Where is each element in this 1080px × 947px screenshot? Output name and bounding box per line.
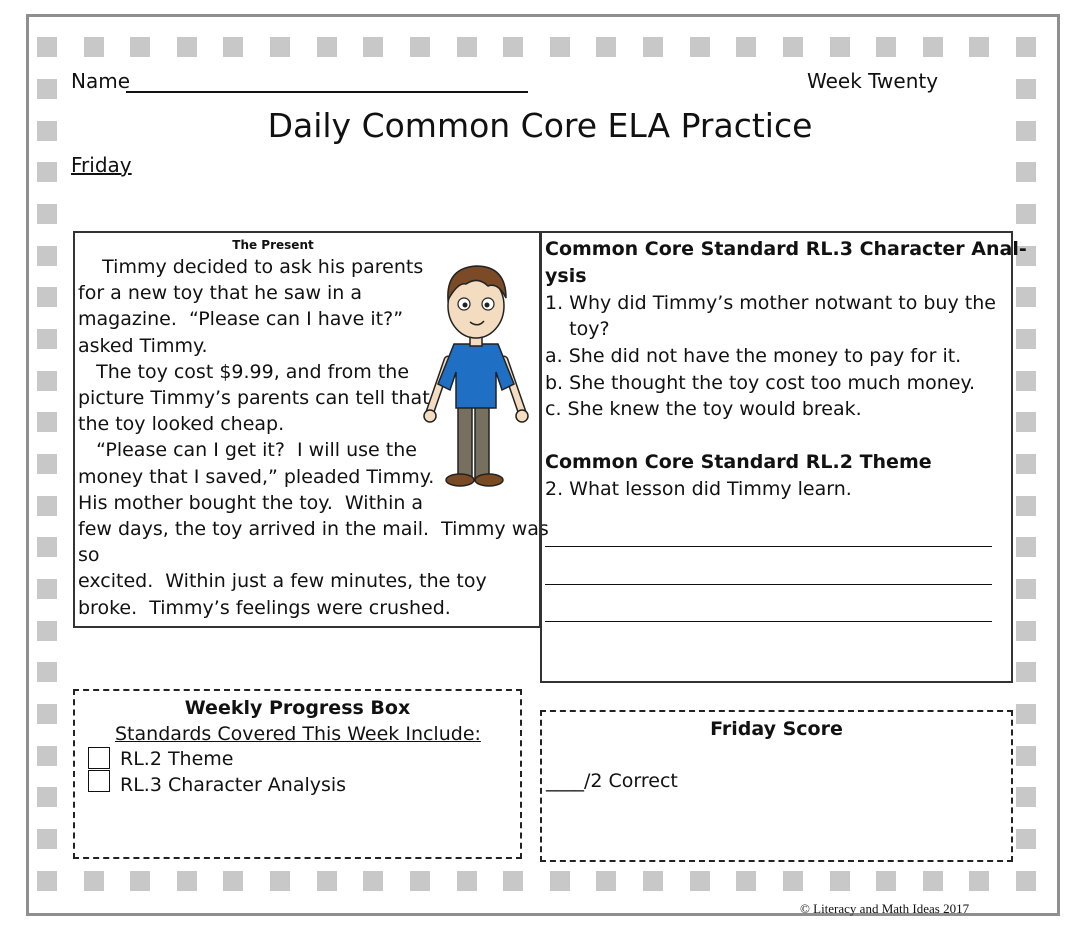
- copyright: © Literacy and Math Ideas 2017: [800, 901, 970, 916]
- progress-title: Weekly Progress Box: [184, 697, 411, 719]
- border-square: [37, 79, 57, 99]
- text-line: Common Core Standard RL.3 Character Anal-: [545, 238, 1027, 260]
- text-line: 1. Why did Timmy’s mother notwant to buy the: [545, 292, 996, 314]
- score-text: ____/2 Correct: [546, 770, 678, 792]
- text-line: toy?: [545, 318, 610, 340]
- text-line: asked Timmy.: [78, 334, 208, 357]
- border-square: [37, 454, 57, 474]
- border-square: [1016, 329, 1036, 349]
- border-square: [969, 871, 989, 891]
- name-label: Name: [71, 69, 131, 93]
- border-square: [37, 704, 57, 724]
- border-square: [317, 871, 337, 891]
- text-line: c. She knew the toy would break.: [545, 398, 862, 420]
- border-square: [690, 37, 710, 57]
- score-title: Friday Score: [710, 718, 843, 740]
- border-square: [84, 871, 104, 891]
- border-square: [1016, 37, 1036, 57]
- border-square: [783, 37, 803, 57]
- story-title: The Present: [232, 238, 314, 252]
- q2-question: 2. What lesson did Timmy learn.: [545, 478, 852, 500]
- text-line: the toy looked cheap.: [78, 413, 285, 436]
- border-square: [37, 579, 57, 599]
- progress-item-rl2: RL.2 Theme: [120, 748, 234, 770]
- border-square: [1016, 412, 1036, 432]
- border-square: [690, 871, 710, 891]
- border-square: [84, 37, 104, 57]
- answer-line[interactable]: [545, 546, 992, 547]
- border-square: [736, 871, 756, 891]
- answer-line[interactable]: [545, 621, 992, 622]
- boy-illustration: [418, 252, 534, 488]
- border-square: [37, 371, 57, 391]
- text-line: money that I saved,” pleaded Timmy.: [78, 465, 435, 488]
- border-square: [736, 37, 756, 57]
- border-square: [37, 787, 57, 807]
- border-square: [1016, 787, 1036, 807]
- border-square: [37, 537, 57, 557]
- checkbox-rl3[interactable]: [88, 770, 110, 792]
- border-square: [1016, 871, 1036, 891]
- border-square: [1016, 287, 1036, 307]
- border-square: [410, 871, 430, 891]
- border-square: [596, 871, 616, 891]
- border-square: [317, 37, 337, 57]
- border-square: [37, 871, 57, 891]
- page-title: Daily Common Core ELA Practice: [267, 106, 813, 145]
- border-square: [503, 37, 523, 57]
- border-square: [223, 37, 243, 57]
- border-square: [37, 246, 57, 266]
- text-line: ysis: [545, 265, 587, 287]
- border-square: [223, 871, 243, 891]
- border-square: [830, 37, 850, 57]
- q2-standard: Common Core Standard RL.2 Theme: [545, 451, 932, 473]
- text-line: excited. Within just a few minutes, the toy: [78, 570, 487, 593]
- week-label: Week Twenty: [807, 69, 939, 93]
- border-square: [1016, 746, 1036, 766]
- border-square: [1016, 496, 1036, 516]
- text-line: magazine. “Please can I have it?”: [78, 308, 404, 331]
- border-square: [1016, 204, 1036, 224]
- checkbox-rl2[interactable]: [88, 747, 110, 769]
- border-square: [1016, 662, 1036, 682]
- border-square: [503, 871, 523, 891]
- day-label: Friday: [71, 153, 132, 177]
- text-line: a. She did not have the money to pay for it.: [545, 345, 962, 367]
- border-square: [37, 329, 57, 349]
- name-line: [126, 91, 528, 93]
- text-line: broke. Timmy’s feelings were crushed.: [78, 596, 451, 619]
- text-line: Timmy decided to ask his parents: [78, 256, 424, 278]
- border-square: [37, 204, 57, 224]
- border-square: [37, 496, 57, 516]
- progress-item-rl3: RL.3 Character Analysis: [120, 774, 347, 796]
- border-square: [550, 37, 570, 57]
- border-square: [1016, 537, 1036, 557]
- border-square: [830, 871, 850, 891]
- border-square: [643, 37, 663, 57]
- border-square: [270, 37, 290, 57]
- border-square: [923, 871, 943, 891]
- border-square: [37, 829, 57, 849]
- border-square: [177, 871, 197, 891]
- text-line: The toy cost $9.99, and from the: [78, 360, 410, 383]
- border-square: [1016, 621, 1036, 641]
- border-square: [37, 37, 57, 57]
- border-square: [363, 871, 383, 891]
- border-square: [1016, 829, 1036, 849]
- border-square: [177, 37, 197, 57]
- border-square: [37, 162, 57, 182]
- border-square: [550, 871, 570, 891]
- border-square: [37, 662, 57, 682]
- border-square: [410, 37, 430, 57]
- border-square: [783, 871, 803, 891]
- border-square: [1016, 579, 1036, 599]
- border-square: [37, 412, 57, 432]
- text-line: b. She thought the toy cost too much money.: [545, 371, 976, 394]
- border-square: [457, 37, 477, 57]
- text-line: picture Timmy’s parents can tell that: [78, 387, 430, 409]
- border-square: [37, 746, 57, 766]
- answer-line[interactable]: [545, 584, 992, 585]
- border-square: [37, 621, 57, 641]
- border-square: [270, 871, 290, 891]
- border-square: [923, 37, 943, 57]
- border-square: [1016, 454, 1036, 474]
- border-square: [130, 37, 150, 57]
- border-square: [969, 37, 989, 57]
- border-square: [1016, 162, 1036, 182]
- border-square: [643, 871, 663, 891]
- border-square: [876, 871, 896, 891]
- border-square: [37, 287, 57, 307]
- border-square: [876, 37, 896, 57]
- border-square: [1016, 704, 1036, 724]
- border-square: [457, 871, 477, 891]
- progress-subtitle: Standards Covered This Week Include:: [115, 723, 481, 745]
- text-line: His mother bought the toy. Within a: [78, 491, 424, 514]
- border-square: [1016, 79, 1036, 99]
- text-line: for a new toy that he saw in a: [78, 282, 363, 305]
- text-line: so: [78, 544, 100, 567]
- text-line: “Please can I get it? I will use the: [78, 439, 417, 462]
- border-square: [596, 37, 616, 57]
- border-square: [130, 871, 150, 891]
- border-square: [363, 37, 383, 57]
- border-square: [1016, 371, 1036, 391]
- text-line: few days, the toy arrived in the mail. Timmy was: [78, 518, 549, 540]
